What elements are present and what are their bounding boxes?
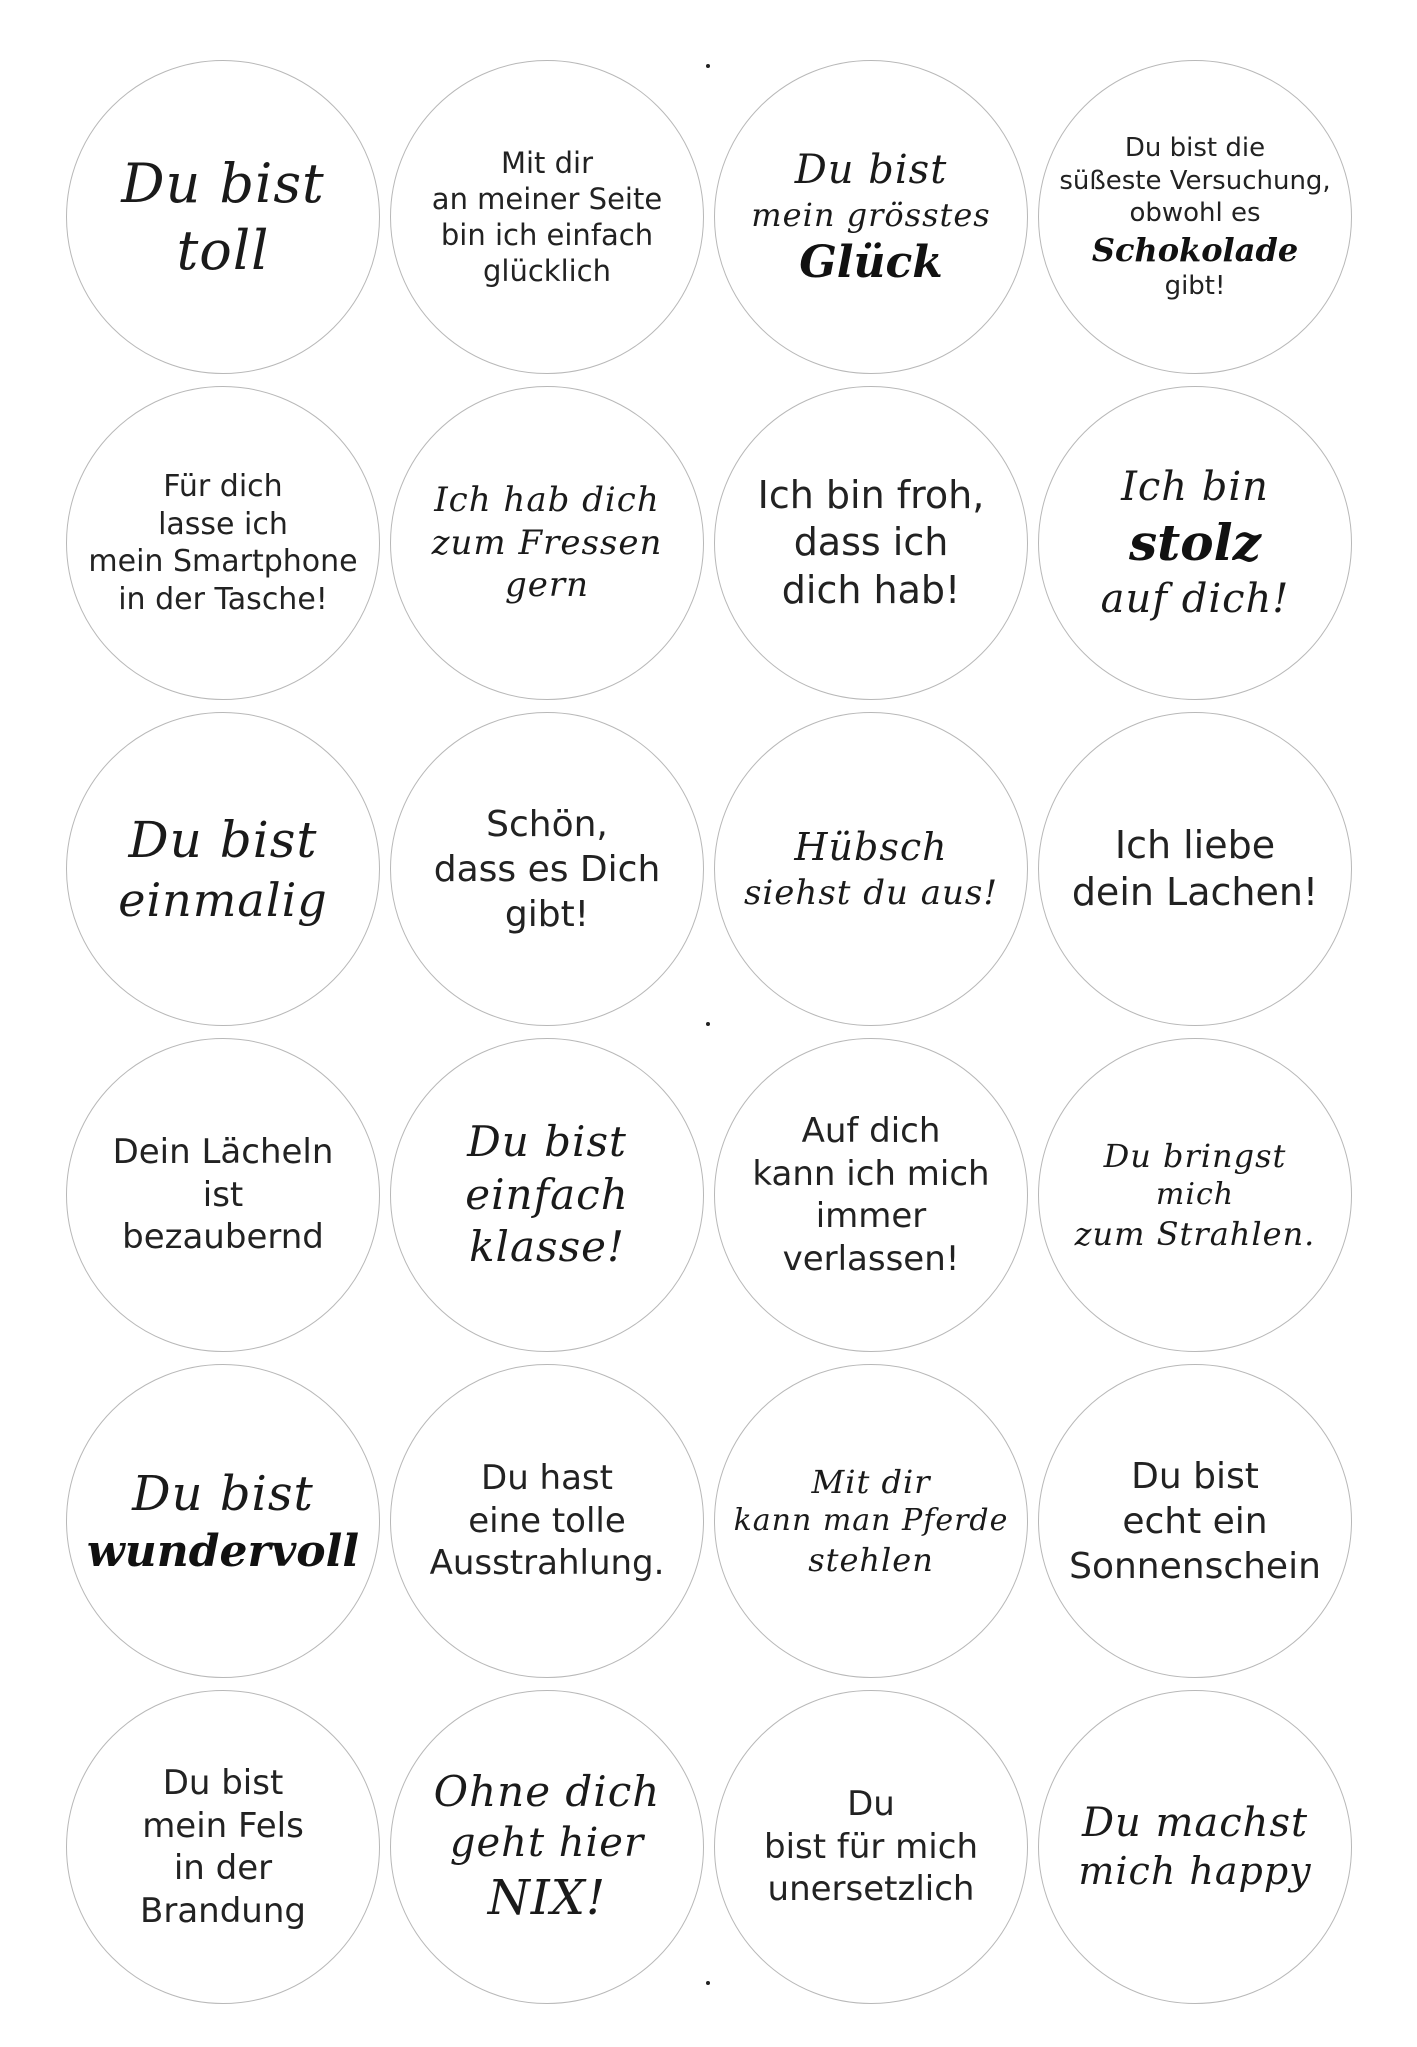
sticker-text-line: bin ich einfach [440, 218, 654, 252]
sticker-text-line: Mit dir [500, 145, 594, 180]
sticker-text-line: kann man Pferde [733, 1503, 1009, 1539]
sticker-text-line: Du hast [481, 1458, 613, 1499]
sticker-text-line: dass es Dich [433, 848, 661, 890]
sticker-text-line: dein Lachen! [1071, 870, 1319, 914]
sticker-circle [66, 386, 380, 700]
sticker-text-line: klasse! [469, 1222, 625, 1272]
sticker-circle [1038, 1364, 1352, 1678]
sticker-text-line: Auf dich [801, 1111, 941, 1151]
sticker-text-line: Für dich [163, 469, 283, 504]
sticker-text-line: Du machst [1081, 1800, 1309, 1847]
sticker-text-line: unersetzlich [767, 1869, 975, 1910]
sticker-text-line: kann ich mich [752, 1153, 990, 1194]
sticker-text-line: Ohne dich [433, 1766, 661, 1816]
sticker-text-line: Du bist [132, 1465, 314, 1522]
sticker-text-line: toll [176, 219, 270, 282]
sticker-text-line: Hübsch [794, 825, 948, 869]
sticker-text-line: mich happy [1078, 1849, 1312, 1894]
sticker-text-line: mich [1155, 1177, 1235, 1213]
sticker-text-line: Du bist [794, 146, 948, 193]
sticker-text-line: in der Tasche! [118, 581, 328, 617]
sticker-text-line: Du bist [467, 1117, 627, 1167]
sticker-circle [714, 712, 1028, 1026]
sticker-circle [390, 712, 704, 1026]
registration-mark-middle [706, 1022, 710, 1026]
sticker-text-line: gern [504, 565, 590, 606]
sticker-circle [714, 386, 1028, 700]
registration-mark-top [706, 64, 710, 68]
sticker-text-line: Ich bin [1121, 463, 1269, 510]
sticker-text-line: stehlen [808, 1540, 934, 1579]
sticker-circle [66, 1038, 380, 1352]
registration-mark-bottom [706, 1981, 710, 1985]
sticker-circle [1038, 386, 1352, 700]
sticker-text-line: süßeste Versuchung, [1059, 165, 1331, 196]
sticker-text-line: mein Fels [142, 1805, 304, 1846]
sticker-text-line: mein Smartphone [88, 544, 358, 579]
sticker-circle [714, 1038, 1028, 1352]
sticker-text-line: Schokolade [1091, 230, 1299, 269]
sticker-text-line: Ich bin froh, [757, 472, 985, 517]
sticker-text-line: einfach [465, 1169, 629, 1219]
sticker-text-line: zum Fressen [431, 522, 663, 563]
sticker-text-line: dass ich [793, 520, 949, 565]
sticker-text-line: zum Strahlen. [1074, 1214, 1316, 1253]
sticker-text-line: ist [202, 1174, 244, 1215]
sticker-text-line: echt ein [1122, 1500, 1268, 1542]
sticker-text-line: Ich hab dich [434, 480, 660, 521]
sticker-circle [714, 1364, 1028, 1678]
sticker-circle [714, 60, 1028, 374]
sticker-text-line: in der [173, 1848, 273, 1888]
sticker-text-line: Ich liebe [1114, 822, 1276, 867]
sticker-circle [66, 712, 380, 1026]
sticker-circle [390, 60, 704, 374]
sticker-circle [390, 1038, 704, 1352]
sticker-text-line: eine tolle [468, 1500, 626, 1541]
sticker-text-line: Du bist [1131, 1455, 1259, 1497]
sticker-text-line: Ausstrahlung. [429, 1543, 665, 1584]
sticker-text-line: siehst du aus! [743, 872, 998, 913]
sticker-circle [66, 1364, 380, 1678]
sticker-circle [1038, 1690, 1352, 2004]
sticker-circle [714, 1690, 1028, 2004]
sticker-text-line: Brandung [140, 1890, 306, 1931]
sticker-circle [66, 1690, 380, 2004]
sticker-text-line: gibt! [504, 893, 590, 935]
sticker-text-line: obwohl es [1129, 198, 1261, 228]
sticker-text-line: Du bringst [1103, 1137, 1287, 1176]
sticker-text-line: an meiner Seite [431, 181, 663, 216]
sticker-text-line: wundervoll [86, 1525, 360, 1577]
sticker-text-line: Du bist die [1124, 133, 1266, 163]
sticker-text-line: glücklich [482, 254, 612, 289]
sticker-circle [390, 1364, 704, 1678]
sticker-text-line: bezaubernd [122, 1217, 324, 1258]
sticker-text-line: einmalig [118, 872, 328, 927]
sticker-text-line: auf dich! [1100, 576, 1290, 623]
sticker-text-line: Du bist [162, 1763, 284, 1803]
sticker-text-line: Dein Lächeln [112, 1132, 334, 1173]
sticker-text-line: Du bist [121, 151, 325, 215]
sticker-text-line: stolz [1129, 512, 1261, 572]
sticker-text-line: dich hab! [781, 567, 961, 612]
sticker-text-line: gibt! [1164, 270, 1226, 301]
sticker-text-line: Sonnenschein [1069, 1545, 1321, 1587]
sticker-text-line: bist für mich [764, 1826, 978, 1867]
sticker-text-line: geht hier [449, 1820, 645, 1867]
sticker-circle [1038, 60, 1352, 374]
sticker-text-line: NIX! [487, 1870, 607, 1927]
sticker-circle [1038, 1038, 1352, 1352]
sticker-circle [66, 60, 380, 374]
sticker-circle [1038, 712, 1352, 1026]
sticker-text-line: Du bist [128, 811, 318, 869]
sticker-text-line: Du [847, 1784, 895, 1825]
sticker-text-line: Glück [799, 236, 943, 288]
sticker-text-line: immer [815, 1196, 927, 1236]
sticker-text-line: lasse ich [158, 506, 288, 542]
sticker-circle [390, 1690, 704, 2004]
sticker-text-line: verlassen! [782, 1238, 960, 1279]
sticker-text-line: Schön, [486, 803, 608, 845]
sticker-text-line: mein grösstes [751, 195, 991, 234]
sticker-circle [390, 386, 704, 700]
sticker-text-line: Mit dir [811, 1463, 931, 1502]
